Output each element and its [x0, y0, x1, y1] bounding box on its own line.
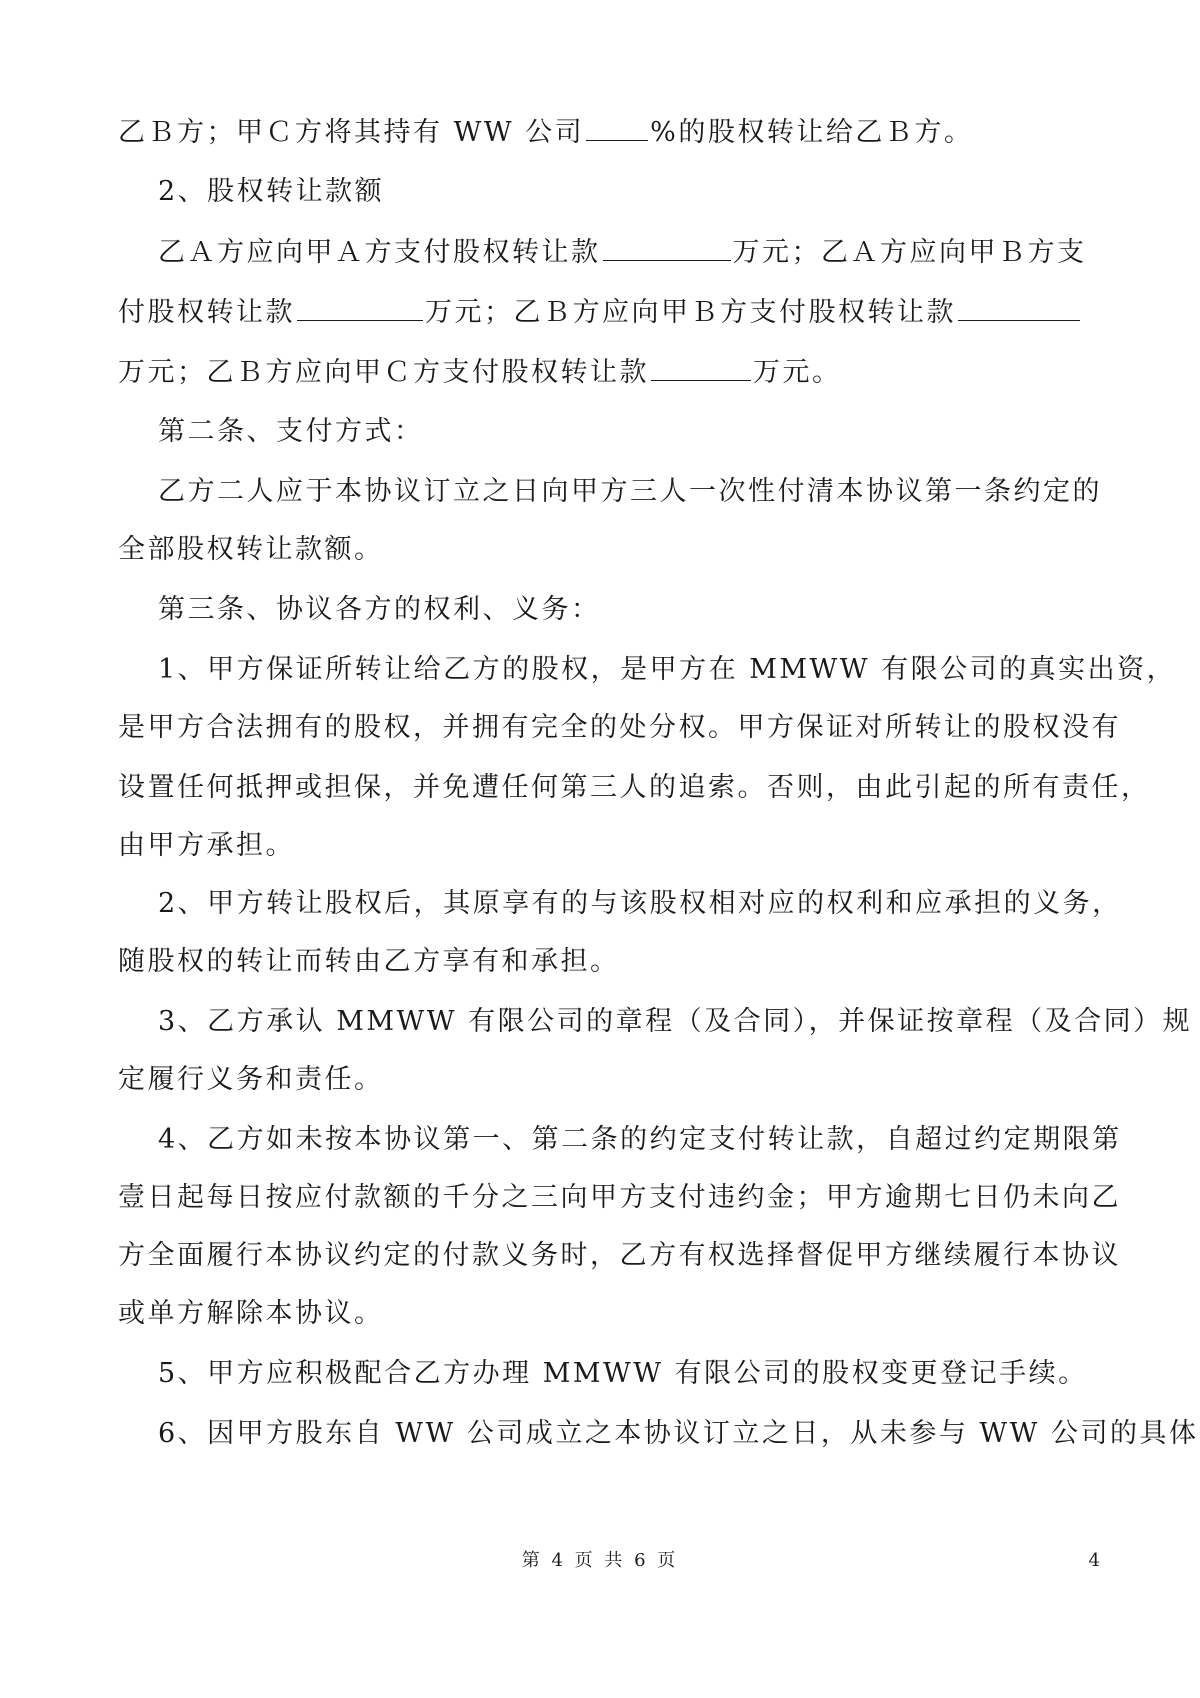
page-number: 4 [1088, 1550, 1100, 1571]
text-line [158, 1002, 1193, 1042]
text-line [158, 884, 1138, 924]
text-line [118, 530, 1098, 570]
text-line [158, 1414, 1199, 1454]
text-segment: 5、甲方应积极配合乙方办理 MMWW 有限公司的股权变更登记手续。 [158, 1358, 1088, 1389]
text-line [158, 232, 1138, 273]
fill-in-blank [651, 352, 751, 381]
text-segment: 2、股权转让款额 [158, 176, 385, 207]
text-segment: 是甲方合法拥有的股权，并拥有完全的处分权。甲方保证对所转让的股权没有 [118, 712, 1121, 743]
text-line [158, 172, 1138, 212]
text-segment: 万元。 [753, 357, 842, 388]
text-line [118, 352, 1098, 393]
section-heading [158, 590, 1138, 630]
text-line [158, 1120, 1138, 1160]
text-segment: 3、乙方承认 MMWW 有限公司的章程（及合同），并保证按章程（及合同）规 [158, 1006, 1193, 1037]
text-segment: 设置任何抵押或担保，并免遭任何第三人的追索。否则，由此引起的所有责任， [118, 772, 1151, 803]
text-line [118, 826, 1098, 866]
text-segment: 随股权的转让而转由乙方享有和承担。 [118, 946, 620, 977]
text-line [118, 292, 1098, 333]
text-segment: 2、甲方转让股权后，其原享有的与该股权相对应的权利和应承担的义务， [158, 888, 1122, 919]
text-segment: 万元；乙Ａ方应向甲Ｂ方支 [732, 237, 1087, 268]
text-segment: 乙方二人应于本协议订立之日向甲方三人一次性付清本协议第一条约定的 [158, 476, 1102, 507]
text-line [118, 1236, 1121, 1276]
text-line [118, 708, 1121, 748]
text-segment: 4、乙方如未按本协议第一、第二条的约定支付转让款，自超过约定期限第 [158, 1124, 1122, 1155]
text-line [118, 1178, 1121, 1218]
text-segment: 6、因甲方股东自 WW 公司成立之本协议订立之日，从未参与 WW 公司的具体 [158, 1418, 1199, 1449]
text-line [118, 942, 1098, 982]
text-segment: 第二条、支付方式： [158, 416, 424, 447]
text-line [118, 1294, 1098, 1334]
text-segment: 万元；乙Ｂ方应向甲Ｃ方支付股权转让款 [118, 357, 649, 388]
page-footer-label: 第 4 页 共 6 页 [521, 1550, 679, 1571]
text-segment: 乙Ｂ方；甲Ｃ方将其持有 WW 公司 [118, 117, 585, 148]
text-segment: 1、甲方保证所转让给乙方的股权，是甲方在 MMWW 有限公司的真实出资， [158, 654, 1177, 685]
text-segment: 定履行义务和责任。 [118, 1064, 384, 1095]
text-segment: 乙Ａ方应向甲Ａ方支付股权转让款 [158, 237, 601, 268]
text-line [158, 650, 1177, 690]
section-heading [158, 412, 1138, 452]
text-line [118, 112, 1098, 153]
text-segment: 万元；乙Ｂ方应向甲Ｂ方支付股权转让款 [425, 297, 956, 328]
text-line [158, 472, 1138, 512]
text-segment: 付股权转让款 [118, 297, 295, 328]
fill-in-blank [603, 232, 731, 261]
text-segment: 由甲方承担。 [118, 830, 295, 861]
fill-in-blank [586, 112, 648, 141]
text-segment: 方全面履行本协议约定的付款义务时，乙方有权选择督促甲方继续履行本协议 [118, 1240, 1121, 1271]
text-line [118, 768, 1151, 808]
fill-in-blank [958, 292, 1080, 321]
text-line [118, 1060, 1098, 1100]
text-line [158, 1354, 1138, 1394]
text-segment: 第三条、协议各方的权利、义务： [158, 594, 601, 625]
text-segment: 壹日起每日按应付款额的千分之三向甲方支付违约金；甲方逾期七日仍未向乙 [118, 1182, 1121, 1213]
text-segment: %的股权转让给乙Ｂ方。 [650, 117, 974, 148]
fill-in-blank [297, 292, 423, 321]
text-segment: 或单方解除本协议。 [118, 1298, 384, 1329]
text-segment: 全部股权转让款额。 [118, 534, 384, 565]
